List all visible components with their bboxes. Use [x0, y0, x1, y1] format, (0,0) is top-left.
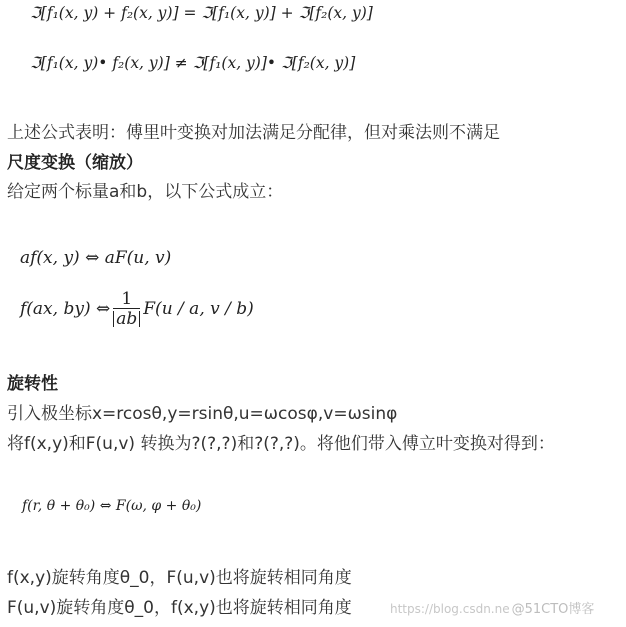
polar-transform-text: 将f(x,y)和F(u,v) 转换为?(?,?)和?(?,?)。将他们带入傅立叶变换对得到：	[7, 434, 555, 454]
formula-scale-fraction	[113, 290, 140, 329]
rotation-heading: 旋转性	[7, 374, 58, 394]
watermark-brand: @51CTO博客	[511, 602, 595, 617]
formula-addition-distributive: ℑ[f₁(x, y) + f₂(x, y)] = ℑ[f₁(x, y)] + ℑ[f₂(x, y)]	[30, 4, 373, 22]
polar-intro-text: 引入极坐标x=rcosθ,y=rsinθ,u=ωcosφ,v=ωsinφ	[7, 404, 398, 424]
summary-text: 上述公式表明：傅里叶变换对加法满足分配律，但对乘法则不满足	[7, 123, 500, 143]
fraction-denominator	[113, 309, 140, 329]
scale-heading: 尺度变换（缩放）	[7, 153, 143, 173]
formula-rotation: f(r, θ + θ₀) ⇔ F(ω, φ + θ₀)	[22, 498, 202, 514]
watermark-url: https://blog.csdn.ne	[390, 602, 510, 616]
formula-scale-amplitude: af(x, y) ⇔ aF(u, v)	[20, 248, 172, 268]
watermark	[390, 601, 594, 618]
formula-scale-right: F(u / a, v / b)	[143, 299, 254, 319]
fraction-numerator: 1	[113, 290, 140, 309]
fraction-denominator-abs: ab	[113, 311, 140, 327]
formula-multiplication-not-distributive: ℑ[f₁(x, y)• f₂(x, y)] ≠ ℑ[f₁(x, y)]• ℑ[f₂(x, y)]	[30, 54, 356, 72]
rotation-line-1: f(x,y)旋转角度θ_0，F(u,v)也将旋转相同角度	[7, 568, 352, 588]
formula-scale-left: f(ax, by) ⇔	[20, 299, 111, 319]
rotation-line-2: F(u,v)旋转角度θ_0，f(x,y)也将旋转相同角度	[7, 598, 352, 618]
scale-intro-text: 给定两个标量a和b，以下公式成立：	[7, 182, 284, 202]
formula-scale-coordinates	[20, 290, 254, 329]
